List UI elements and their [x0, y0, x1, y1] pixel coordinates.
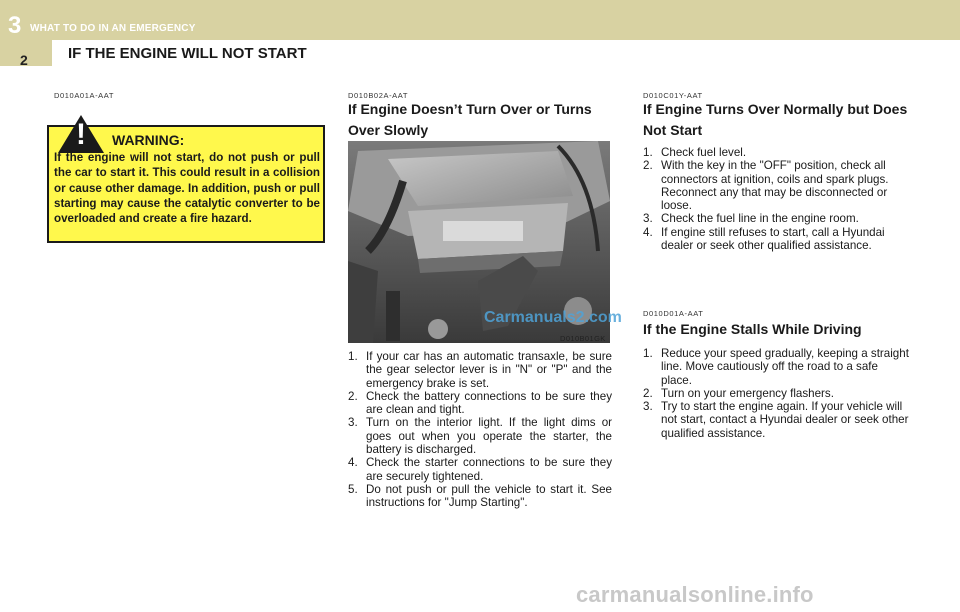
step-text: Reduce your speed gradually, keeping a straight line. Move cautiously off the road to a safe place.	[661, 347, 909, 387]
section-title-d: If the Engine Stalls While Driving	[643, 321, 862, 337]
list-item	[348, 350, 612, 390]
list-item	[348, 390, 612, 417]
step-number: 4.	[348, 456, 358, 470]
step-number: 2.	[643, 159, 653, 173]
step-number: 2.	[643, 386, 653, 400]
step-text: Check the fuel line in the engine room.	[661, 212, 859, 226]
steps-list-b	[348, 350, 612, 510]
list-item	[643, 146, 915, 159]
step-number: 3.	[643, 400, 653, 414]
list-item	[643, 347, 911, 387]
step-text: Do not push or pull the vehicle to start it. See instructions for "Jump Starting".	[366, 482, 612, 510]
step-number: 3.	[348, 416, 358, 430]
chapter-title: WHAT TO DO IN AN EMERGENCY	[30, 23, 196, 34]
warning-text: If the engine will not start, do not push or pull the car to start it. This could result in a collision or cause other damage. In addition, push or pull starting may cause the catalytic converter to be overloaded and create a fire hazard.	[54, 151, 320, 226]
step-number: 1.	[643, 347, 653, 360]
step-text: With the key in the "OFF" position, check all connectors at ignition, coils and spark plugs. Reconnect any that may be disconnected or loose.	[661, 159, 889, 213]
step-number: 3.	[643, 212, 653, 226]
step-text: Check fuel level.	[661, 146, 747, 159]
section-code-c: D010C01Y-AAT	[643, 91, 703, 100]
step-number: 1.	[348, 350, 358, 363]
list-item	[643, 387, 911, 400]
step-text: Turn on the interior light. If the light dims or goes out when you operate the starter, the battery is discharged.	[366, 416, 612, 457]
list-item	[348, 456, 612, 483]
warning-code: D010A01A-AAT	[54, 91, 115, 100]
list-item	[643, 400, 911, 440]
section-title-b: If Engine Doesn’t Turn Over or Turns Over Slowly	[348, 101, 592, 138]
warning-exclamation: !	[76, 118, 86, 151]
header-band	[0, 0, 960, 40]
steps-list-d	[643, 347, 911, 440]
warning-heading: WARNING:	[112, 132, 185, 148]
list-item	[643, 159, 915, 212]
step-text: Check the starter connections to be sure they are securely tightened.	[366, 456, 612, 483]
list-item	[643, 212, 915, 225]
step-text: Try to start the engine again. If your vehicle will not start, contact a Hyundai dealer or seek other qualified assistance.	[661, 400, 909, 440]
chapter-number: 3	[8, 12, 22, 39]
list-item	[348, 483, 612, 510]
section-code-b: D010B02A-AAT	[348, 91, 409, 100]
steps-list-c	[643, 146, 915, 252]
page-number: 2	[20, 52, 28, 68]
step-text: If engine still refuses to start, call a Hyundai dealer or seek other qualified assistance.	[661, 225, 885, 253]
section-title: IF THE ENGINE WILL NOT START	[68, 45, 307, 62]
section-title-c: If Engine Turns Over Normally but Does Not Start	[643, 101, 908, 138]
photo-watermark: Carmanuals2.com	[484, 309, 622, 326]
step-text: Check the battery connections to be sure they are clean and tight.	[366, 389, 612, 417]
step-number: 4.	[643, 225, 653, 239]
step-text: Turn on your emergency flashers.	[661, 386, 834, 400]
list-item	[348, 416, 612, 456]
list-item	[643, 226, 915, 253]
step-text: If your car has an automatic transaxle, be sure the gear selector lever is in "N" or "P" and the emergency brake is set.	[366, 350, 612, 390]
step-number: 2.	[348, 389, 358, 403]
footer-watermark: carmanualsonline.info	[576, 582, 814, 607]
step-number: 5.	[348, 482, 358, 496]
step-number: 1.	[643, 146, 653, 159]
photo-caption: D010B01GK	[560, 334, 606, 343]
section-code-d: D010D01A-AAT	[643, 309, 704, 318]
